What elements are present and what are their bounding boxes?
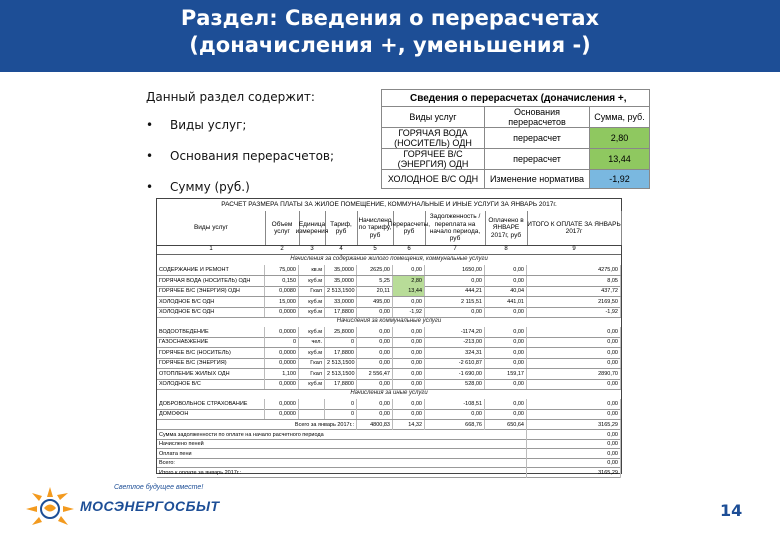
bill-cell: 0,0000 — [265, 409, 299, 419]
bill-cell: 0,0000 — [265, 307, 299, 317]
page-number: 14 — [720, 501, 743, 520]
bill-cell: 0,00 — [485, 307, 527, 317]
bill-table — [156, 198, 622, 474]
bill-cell: 0,0000 — [265, 327, 299, 337]
bill-row — [157, 327, 621, 338]
bill-cell: 0,00 — [527, 379, 621, 389]
bill-cell: 0,00 — [357, 337, 393, 347]
bill-cell: 0,00 — [527, 358, 621, 368]
bill-cell: 0,00 — [393, 369, 425, 379]
bill-title: РАСЧЕТ РАЗМЕРА ПЛАТЫ ЗА ЖИЛОЕ ПОМЕЩЕНИЕ, КОММУНАЛЬНЫЕ И ИНЫЕ УСЛУГИ ЗА ЯНВАРЬ 2017г. — [221, 201, 557, 208]
bill-cell: 0,0000 — [265, 358, 299, 368]
bill-cell: 0,00 — [485, 337, 527, 347]
bill-cell: ОТОПЛЕНИЕ ЖИЛЫХ ОДН — [157, 369, 265, 379]
bill-column-number: 8 — [504, 246, 508, 252]
bill-trailer-value: 0,00 — [527, 439, 621, 449]
bill-row — [157, 276, 621, 287]
bill-row — [157, 379, 621, 390]
bill-cell: 15,000 — [265, 297, 299, 307]
bill-trailer-value: 3165,29 — [527, 468, 621, 478]
summary-reason: Изменение норматива — [485, 170, 590, 189]
summary-caption: Сведения о перерасчетах (доначисления +, — [382, 90, 650, 107]
bill-cell: 0,00 — [527, 327, 621, 337]
bill-cell: ДОБРОВОЛЬНОЕ СТРАХОВАНИЕ — [157, 399, 265, 409]
bill-cell: 324,31 — [425, 348, 485, 358]
summary-header-service: Виды услуг — [382, 107, 485, 128]
bill-cell: 0,00 — [357, 399, 393, 409]
bill-header-cell: Единица измерения — [299, 211, 326, 245]
bill-total-row — [157, 420, 621, 430]
bill-header-row — [157, 211, 621, 246]
bill-header-cell: Задолженность / переплата на начало периода, руб — [425, 211, 486, 245]
summary-header-sum: Сумма, руб. — [590, 107, 650, 128]
bill-cell: 2 513,1500 — [325, 358, 357, 368]
bill-section-title: Начисления за иные услуги — [350, 389, 428, 396]
bill-cell: 0 — [265, 337, 299, 347]
bill-cell: ХОЛОДНОЕ В/С ОДН — [157, 297, 265, 307]
bill-cell: 0,00 — [527, 409, 621, 419]
bullet-item — [146, 149, 334, 180]
bill-cell: 2625,00 — [357, 265, 393, 275]
bill-cell: -213,00 — [425, 337, 485, 347]
bill-cell: 0,00 — [425, 307, 485, 317]
bill-cell: Гкал — [299, 369, 325, 379]
bill-cell: СОДЕРЖАНИЕ И РЕМОНТ — [157, 265, 265, 275]
bill-cell: 0,00 — [393, 337, 425, 347]
recalc-summary-table — [381, 89, 650, 189]
bill-cell: 0,00 — [527, 399, 621, 409]
bill-cell: 0,00 — [393, 358, 425, 368]
bill-column-number: 1 — [209, 246, 213, 252]
bill-total-value: 668,76 — [425, 420, 485, 430]
bill-cell: 0,00 — [357, 307, 393, 317]
bill-section-title: Начисления за коммунальные услуги — [336, 317, 442, 324]
bill-cell: 495,00 — [357, 297, 393, 307]
bullet-text: Виды услуг; — [170, 118, 247, 132]
bill-cell: 2 513,1500 — [325, 369, 357, 379]
summary-reason: перерасчет — [485, 149, 590, 170]
bill-cell: 0,00 — [485, 276, 527, 286]
intro-text: Данный раздел содержит: — [146, 90, 315, 104]
bill-column-number: 5 — [373, 246, 377, 252]
bill-column-number: 2 — [280, 246, 284, 252]
bill-column-number: 9 — [572, 246, 576, 252]
bill-cell: 0,0000 — [265, 379, 299, 389]
bill-cell: куб.м — [299, 348, 325, 358]
bill-cell: 17,8800 — [325, 307, 357, 317]
bill-header-cell: Объем услуг — [265, 211, 300, 245]
bill-cell: ХОЛОДНОЕ В/С ОДН — [157, 307, 265, 317]
bill-cell: 0,00 — [393, 297, 425, 307]
bill-cell: 0,00 — [485, 409, 527, 419]
bill-cell: -1174,20 — [425, 327, 485, 337]
bill-cell: ВОДООТВЕДЕНИЕ — [157, 327, 265, 337]
summary-service: ГОРЯЧЕЕ В/С (ЭНЕРГИЯ) ОДН — [382, 149, 485, 170]
bill-cell: ХОЛОДНОЕ В/С — [157, 379, 265, 389]
bill-cell: 13,44 — [393, 286, 425, 296]
bill-cell: 25,8000 — [325, 327, 357, 337]
bill-cell: 0,00 — [357, 409, 393, 419]
summary-sum: -1,92 — [590, 170, 650, 189]
bill-cell: куб.м — [299, 297, 325, 307]
bill-total-value: 3165,29 — [527, 420, 621, 430]
bill-cell: 17,8800 — [325, 348, 357, 358]
bill-section-title: Начисления за содержание жилого помещения, коммунальные услуги — [290, 256, 488, 262]
bill-cell: 2890,70 — [527, 369, 621, 379]
slide-title-line1: Раздел: Сведения о перерасчетах — [180, 6, 600, 30]
bill-cell: ГОРЯЧЕЕ В/С (ЭНЕРГИЯ) ОДН — [157, 286, 265, 296]
bill-cell: 2,80 — [393, 276, 425, 286]
bill-column-number: 4 — [339, 246, 343, 252]
bill-cell: 0,00 — [425, 276, 485, 286]
company-logo — [24, 484, 224, 530]
bill-row — [157, 399, 621, 410]
bill-cell: 8,05 — [527, 276, 621, 286]
bill-header-cell: Оплачено в ЯНВАРЕ 2017г, руб — [485, 211, 528, 245]
bill-cell: 0 — [325, 409, 357, 419]
bullet-text: Сумму (руб.) — [170, 180, 250, 194]
bill-cell: 35,0000 — [325, 276, 357, 286]
bill-cell: 0,00 — [485, 379, 527, 389]
bullet-symbol: • — [146, 149, 154, 163]
bullet-symbol: • — [146, 180, 154, 194]
bill-cell: -1,92 — [393, 307, 425, 317]
bill-trailer-label: Начислено пеней — [157, 439, 527, 449]
bill-cell: куб.м — [299, 379, 325, 389]
bill-cell: 0,00 — [393, 265, 425, 275]
bill-cell: ГАЗОСНАБЖЕНИЕ — [157, 337, 265, 347]
bill-cell: 40,04 — [485, 286, 527, 296]
bill-trailer-label: Сумма задолженности по оплате на начало расчетного периода — [157, 430, 527, 440]
bill-column-number: 6 — [407, 246, 411, 252]
bill-total-value: 4800,83 — [357, 420, 393, 430]
bill-cell: 2169,50 — [527, 297, 621, 307]
bill-header-cell: Перерасчеты, руб — [393, 211, 426, 245]
bill-row — [157, 337, 621, 348]
bill-cell: куб.м — [299, 276, 325, 286]
summary-sum: 13,44 — [590, 149, 650, 170]
bill-cell: ГОРЯЧЕЕ В/С (НОСИТЕЛЬ) — [157, 348, 265, 358]
sun-logo-icon — [24, 484, 80, 530]
bill-cell: 441,01 — [485, 297, 527, 307]
bill-cell: 2 556,47 — [357, 369, 393, 379]
bullet-item — [146, 118, 334, 149]
summary-service: ХОЛОДНОЕ В/С ОДН — [382, 170, 485, 189]
bill-cell: -108,51 — [425, 399, 485, 409]
bill-header-cell: Тариф, руб — [325, 211, 358, 245]
bill-row — [157, 307, 621, 318]
bill-cell: 20,11 — [357, 286, 393, 296]
slide-header — [0, 0, 780, 72]
bill-cell: 75,000 — [265, 265, 299, 275]
bill-trailer-row — [157, 430, 621, 440]
bill-cell: 0,00 — [393, 409, 425, 419]
bill-cell: 0,00 — [357, 327, 393, 337]
bill-cell: 0,00 — [485, 348, 527, 358]
bill-cell: ГОРЯЧАЯ ВОДА (НОСИТЕЛЬ) ОДН — [157, 276, 265, 286]
bill-row — [157, 358, 621, 369]
bill-cell: 159,17 — [485, 369, 527, 379]
bill-cell: 0,00 — [485, 327, 527, 337]
bill-cell: 0,00 — [485, 358, 527, 368]
bill-cell: Гкал — [299, 358, 325, 368]
bill-trailer-row — [157, 449, 621, 459]
bill-cell: 437,72 — [527, 286, 621, 296]
bill-row — [157, 409, 621, 420]
bill-trailer-value: 0,00 — [527, 458, 621, 468]
bill-trailer-label: Итого к оплате за январь 2017г.: — [157, 468, 527, 478]
bill-total-label: Всего за январь 2017г.: — [157, 420, 357, 430]
bill-cell: 5,25 — [357, 276, 393, 286]
bill-cell — [299, 409, 325, 419]
bill-cell: 4275,00 — [527, 265, 621, 275]
bill-cell: 0,0080 — [265, 286, 299, 296]
bill-cell: 528,00 — [425, 379, 485, 389]
summary-sum: 2,80 — [590, 128, 650, 149]
bullet-text: Основания перерасчетов; — [170, 149, 335, 163]
bill-trailer-row — [157, 458, 621, 468]
bill-trailer-label: Оплата пени — [157, 449, 527, 459]
bill-cell: 0,00 — [393, 348, 425, 358]
bill-trailer-row — [157, 439, 621, 449]
bill-cell: 0,00 — [393, 399, 425, 409]
bill-cell: 35,0000 — [325, 265, 357, 275]
bill-cell: кв.м — [299, 265, 325, 275]
bill-cell: куб.м — [299, 307, 325, 317]
bill-cell: 0,00 — [357, 358, 393, 368]
bill-cell: 0,00 — [485, 265, 527, 275]
bill-row — [157, 286, 621, 297]
bill-trailer-value: 0,00 — [527, 449, 621, 459]
bullet-symbol: • — [146, 118, 154, 132]
bill-row — [157, 297, 621, 308]
bill-cell: 0,00 — [357, 348, 393, 358]
bill-cell: 0,0000 — [265, 399, 299, 409]
bill-cell: 0,150 — [265, 276, 299, 286]
bill-total-value: 650,64 — [485, 420, 527, 430]
bill-cell: -2 610,87 — [425, 358, 485, 368]
bill-cell: 444,21 — [425, 286, 485, 296]
bill-cell: 0,00 — [393, 379, 425, 389]
bill-cell: ГОРЯЧЕЕ В/С (ЭНЕРГИЯ) — [157, 358, 265, 368]
bill-cell: Гкал — [299, 286, 325, 296]
logo-brand: МОСЭНЕРГОСБЫТ — [80, 498, 220, 514]
bill-column-number: 7 — [453, 246, 457, 252]
bill-cell: 0,00 — [357, 379, 393, 389]
bill-number-row — [157, 246, 621, 255]
bill-cell: -1 690,00 — [425, 369, 485, 379]
bill-cell: 0,0000 — [265, 348, 299, 358]
bill-cell: 0 — [325, 337, 357, 347]
bill-cell: 0,00 — [393, 327, 425, 337]
bill-cell: 0,00 — [425, 409, 485, 419]
bill-trailer-label: Всего: — [157, 458, 527, 468]
bill-cell: 0,00 — [485, 399, 527, 409]
bill-cell: 17,8800 — [325, 379, 357, 389]
bill-row — [157, 348, 621, 359]
bill-cell: 0,00 — [527, 348, 621, 358]
bill-row — [157, 265, 621, 276]
bill-cell: куб.м — [299, 327, 325, 337]
bill-cell — [299, 399, 325, 409]
bill-header-cell: Начислено по тарифу, руб — [357, 211, 394, 245]
bill-cell: 1,100 — [265, 369, 299, 379]
bill-cell: 0 — [325, 399, 357, 409]
bill-total-value: 14,32 — [393, 420, 425, 430]
bill-cell: 33,0000 — [325, 297, 357, 307]
bill-header-cell: ИТОГО К ОПЛАТЕ ЗА ЯНВАРЬ 2017г — [527, 211, 622, 245]
bill-cell: ДОМОФОН — [157, 409, 265, 419]
bill-cell: 0,00 — [527, 337, 621, 347]
bill-trailer-row — [157, 468, 621, 478]
bill-trailer-value: 0,00 — [527, 430, 621, 440]
bill-cell: 1650,00 — [425, 265, 485, 275]
slide-title-line2: (доначисления +, уменьшения -) — [189, 33, 591, 57]
bill-row — [157, 369, 621, 380]
summary-service: ГОРЯЧАЯ ВОДА (НОСИТЕЛЬ) ОДН — [382, 128, 485, 149]
bill-column-number: 3 — [310, 246, 314, 252]
summary-reason: перерасчет — [485, 128, 590, 149]
summary-header-reason: Основания перерасчетов — [485, 107, 590, 128]
bill-cell: -1,92 — [527, 307, 621, 317]
bill-cell: 2 115,51 — [425, 297, 485, 307]
bill-cell: 2 513,1500 — [325, 286, 357, 296]
bill-cell: чел. — [299, 337, 325, 347]
bill-header-cell: Виды услуг — [157, 211, 266, 245]
logo-slogan: Светлое будущее вместе! — [114, 484, 204, 491]
